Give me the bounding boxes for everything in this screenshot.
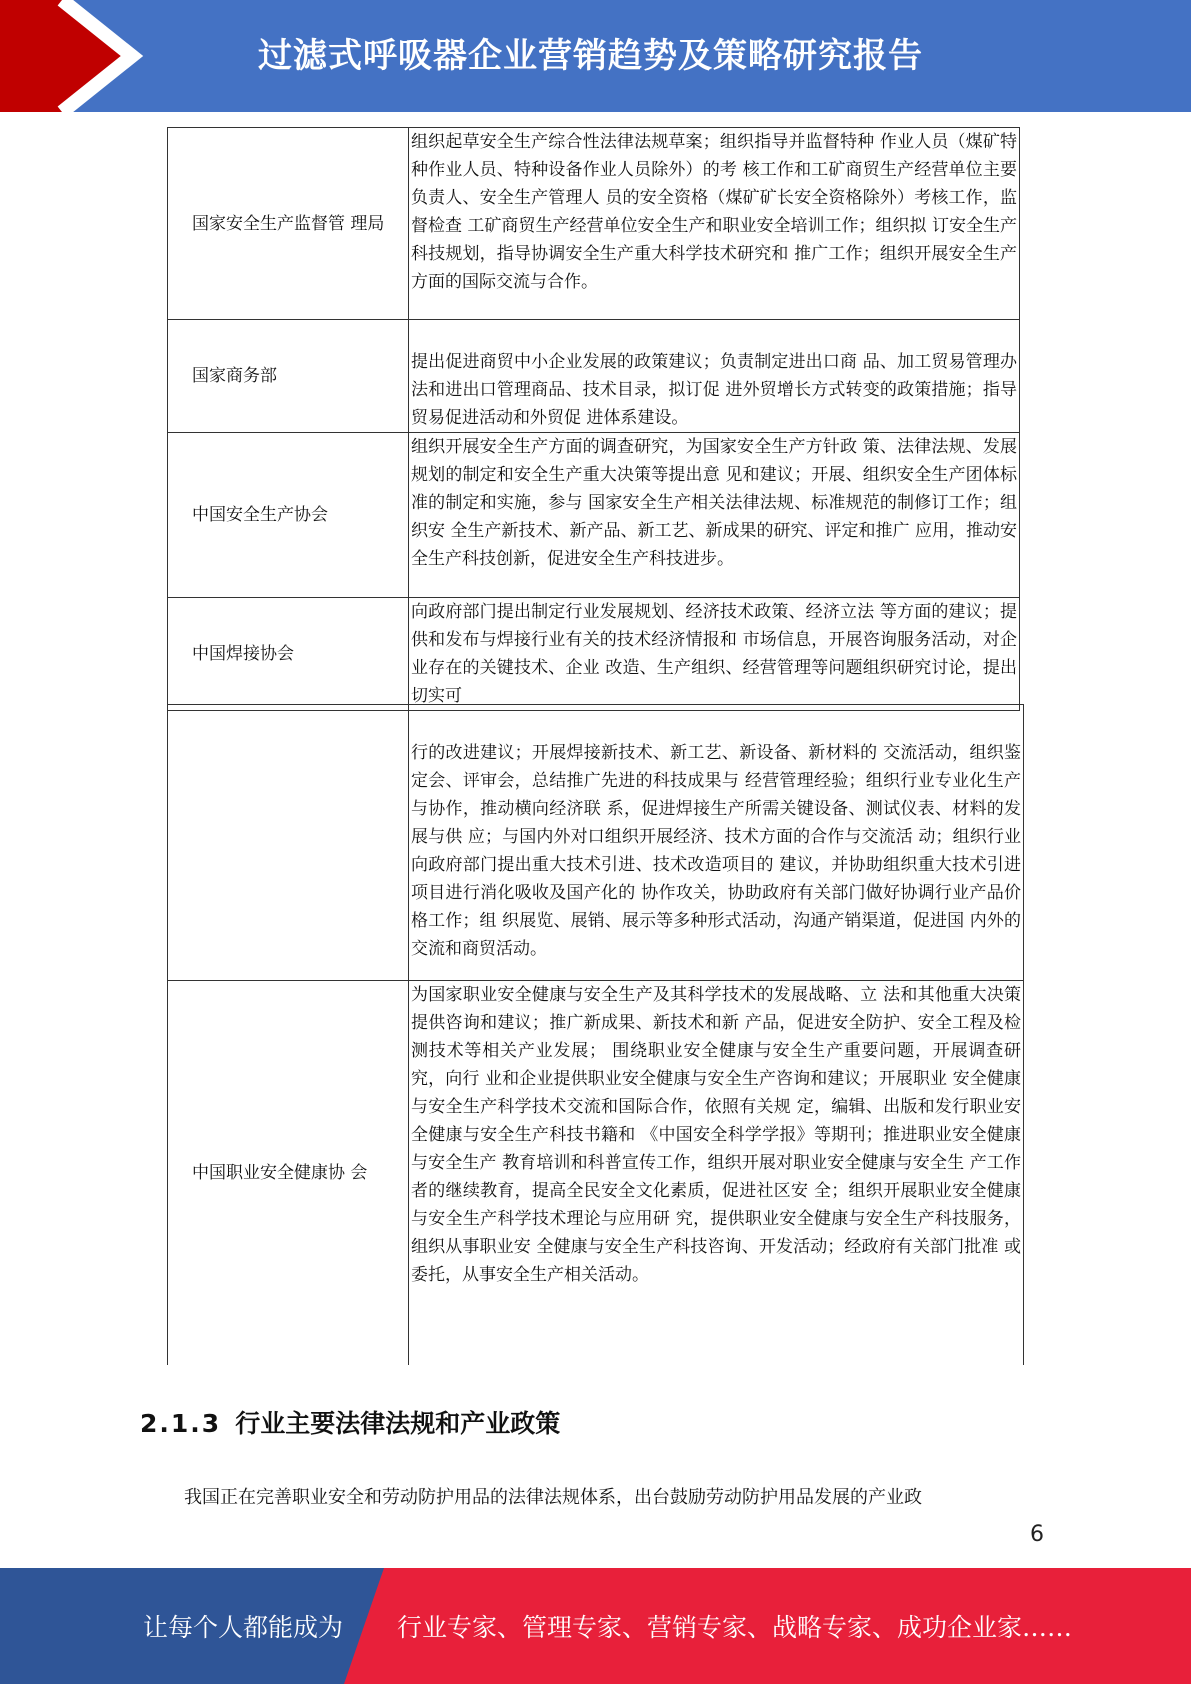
section-number: 2.1.3 xyxy=(140,1409,222,1438)
section-title: 行业主要法律法规和产业政策 xyxy=(235,1409,561,1438)
org-name-cell xyxy=(168,705,409,981)
table-row xyxy=(168,433,1020,598)
footer-slogan-left: 让每个人都能成为 xyxy=(143,1613,344,1642)
table-row xyxy=(168,598,1020,711)
org-desc-cell: 行的改进建议；开展焊接新技术、新工艺、新设备、新材料的 交流活动，组织鉴定会、评审会，总结推广先进的科技成果与 经营管理经验；组织行业专业化生产与协作，推动横向经济联 系，促进焊接生产所需关键设备、测试仪表、材料的发展与供 应；与国内外对口组织开展经济、技术方面的合作与交流活 动；组织行业向政府部门提出重大技术引进、技术改造项目的 建议，并协助组织重大技术引进项目进行消化吸收及国产化的 协作攻关，协助政府有关部门做好协调行业产品价格工作；组 织展览、展销、展示等多种形式活动，沟通产销渠道，促进国 内外的交流和商贸活动。 xyxy=(409,705,1024,981)
organization-table-continued xyxy=(167,704,1024,1365)
org-name-cell: 国家安全生产监督管 理局 xyxy=(168,128,409,320)
report-title: 过滤式呼吸器企业营销趋势及策略研究报告 xyxy=(258,36,923,76)
org-name-cell: 中国职业安全健康协 会 xyxy=(168,981,409,1365)
org-desc-cell: 为国家职业安全健康与安全生产及其科学技术的发展战略、立 法和其他重大决策提供咨询和建议；推广新成果、新技术和新 产品，促进安全防护、安全工程及检测技术等相关产业发展； 围绕职业安全健康与安全生产重要问题，开展调查研究，向行 业和企业提供职业安全健康与安全生产咨询和建议；开展职业 安全健康与安全生产科学技术交流和国际合作，依照有关规 定，编辑、出版和发行职业安全健康与安全生产科技书籍和 《中国安全科学学报》等期刊；推进职业安全健康与安全生产 教育培训和科普宣传工作，组织开展对职业安全健康与安全生 产工作者的继续教育，提高全民安全文化素质，促进社区安 全；组织开展职业安全健康与安全生产科学技术理论与应用研 究，提供职业安全健康与安全生产科技服务，组织从事职业安 全健康与安全生产科技咨询、开发活动；经政府有关部门批准 或委托，从事安全生产相关活动。 xyxy=(409,981,1024,1365)
table-row xyxy=(168,705,1024,981)
page-number: 6 xyxy=(1030,1522,1044,1547)
org-name-cell: 国家商务部 xyxy=(168,320,409,433)
table-row xyxy=(168,981,1024,1365)
org-desc-cell: 提出促进商贸中小企业发展的政策建议；负责制定进出口商 品、加工贸易管理办法和进出口管理商品、技术目录，拟订促 进外贸增长方式转变的政策措施；指导贸易促进活动和外贸促 进体系建设。 xyxy=(409,320,1020,433)
org-desc-cell: 向政府部门提出制定行业发展规划、经济技术政策、经济立法 等方面的建议；提供和发布与焊接行业有关的技术经济情报和 市场信息，开展咨询服务活动，对企业存在的关键技术、企业 改造、生产组织、经营管理等问题组织研究讨论，提出切实可 xyxy=(409,598,1020,711)
org-desc-cell: 组织开展安全生产方面的调查研究，为国家安全生产方针政 策、法律法规、发展规划的制定和安全生产重大决策等提出意 见和建议；开展、组织安全生产团体标准的制定和实施，参与 国家安全生产相关法律法规、标准规范的制修订工作；组织安 全生产新技术、新产品、新工艺、新成果的研究、评定和推广 应用，推动安全生产科技创新，促进安全生产科技进步。 xyxy=(409,433,1020,598)
body-paragraph: 我国正在完善职业安全和劳动防护用品的法律法规体系，出台鼓励劳动防护用品发展的产业政 xyxy=(184,1487,922,1508)
org-name-cell: 中国焊接协会 xyxy=(168,598,409,711)
table-row xyxy=(168,320,1020,433)
header-arrow-decoration xyxy=(0,0,150,112)
footer-slogan-right: 行业专家、管理专家、营销专家、战略专家、成功企业家…… xyxy=(397,1613,1073,1642)
table-row xyxy=(168,128,1020,320)
footer-banner xyxy=(0,1568,1191,1684)
org-desc-cell: 组织起草安全生产综合性法律法规草案；组织指导并监督特种 作业人员（煤矿特种作业人员、特种设备作业人员除外）的考 核工作和工矿商贸生产经营单位主要负责人、安全生产管理人 员的安全资格（煤矿矿长安全资格除外）考核工作，监督检查 工矿商贸生产经营单位安全生产和职业安全培训工作；组织拟 订安全生产科技规划，指导协调安全生产重大科学技术研究和 推广工作；组织开展安全生产方面的国际交流与合作。 xyxy=(409,128,1020,320)
org-name-cell: 中国安全生产协会 xyxy=(168,433,409,598)
organization-table xyxy=(167,127,1020,711)
section-heading xyxy=(140,1404,560,1444)
header-banner xyxy=(0,0,1191,112)
